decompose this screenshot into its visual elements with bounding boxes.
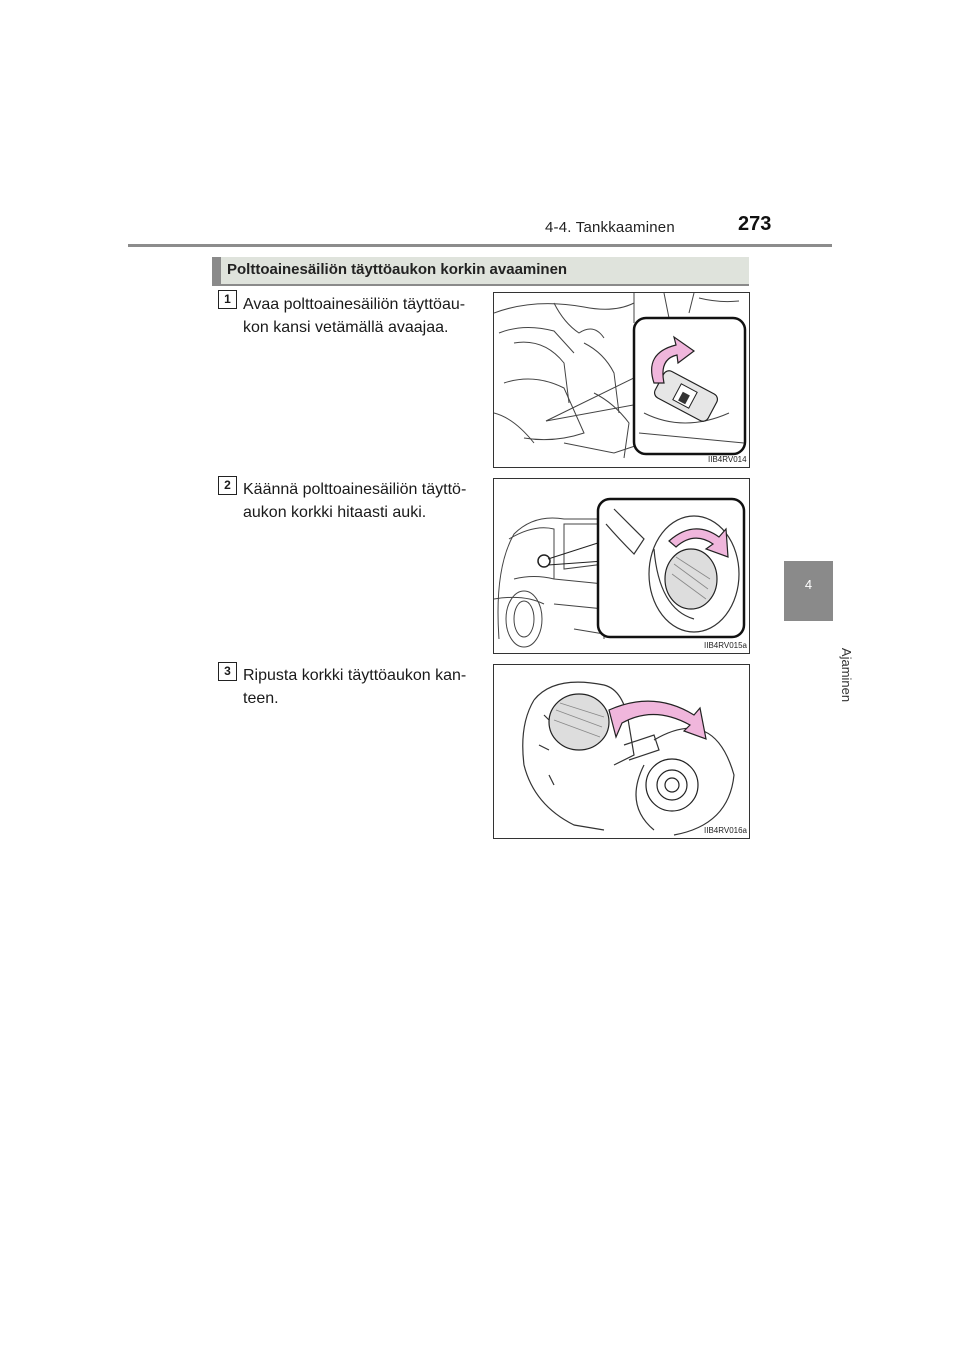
hang-fuel-cap-illustration [494,665,749,838]
figure-turn-fuel-cap [493,478,750,654]
turn-fuel-cap-illustration [494,479,749,653]
figure-fuel-door-opener [493,292,750,468]
step-number-1: 1 [218,290,237,309]
step-text-1-line1: Avaa polttoainesäiliön täyttöau- [243,296,466,313]
section-heading-bar [212,257,221,284]
step-text-3-line2: teen. [243,690,279,707]
step-number-3: 3 [218,662,237,681]
step-text-2-line2: aukon korkki hitaasti auki. [243,504,427,521]
section-heading [212,257,749,284]
chapter-tab [784,561,833,621]
chapter-label [784,630,854,720]
step-text-2 [243,478,493,524]
figure-hang-fuel-cap [493,664,750,839]
section-heading-text: Polttoainesäiliön täyttöaukon korkin avaaminen [227,261,568,278]
section-label: 4-4. Tankkaaminen [545,219,675,236]
step-text-1 [243,293,493,339]
chapter-label-text: Ajaminen [838,647,854,703]
step-number-2: 2 [218,476,237,495]
chapter-number: 4 [804,577,813,592]
figure-code-1: IIB4RV014 [708,455,747,464]
figure-code-2: IIB4RV015a [704,641,747,650]
step-text-3-line1: Ripusta korkki täyttöaukon kan- [243,667,467,684]
fuel-door-opener-illustration [494,293,749,467]
step-text-3 [243,664,493,710]
section-heading-rule [212,284,749,286]
step-text-1-line2: kon kansi vetämällä avaajaa. [243,319,449,336]
header-rule [128,244,832,247]
step-text-2-line1: Käännä polttoainesäiliön täyttö- [243,481,467,498]
figure-code-3: IIB4RV016a [704,826,747,835]
page-number: 273 [738,213,772,235]
